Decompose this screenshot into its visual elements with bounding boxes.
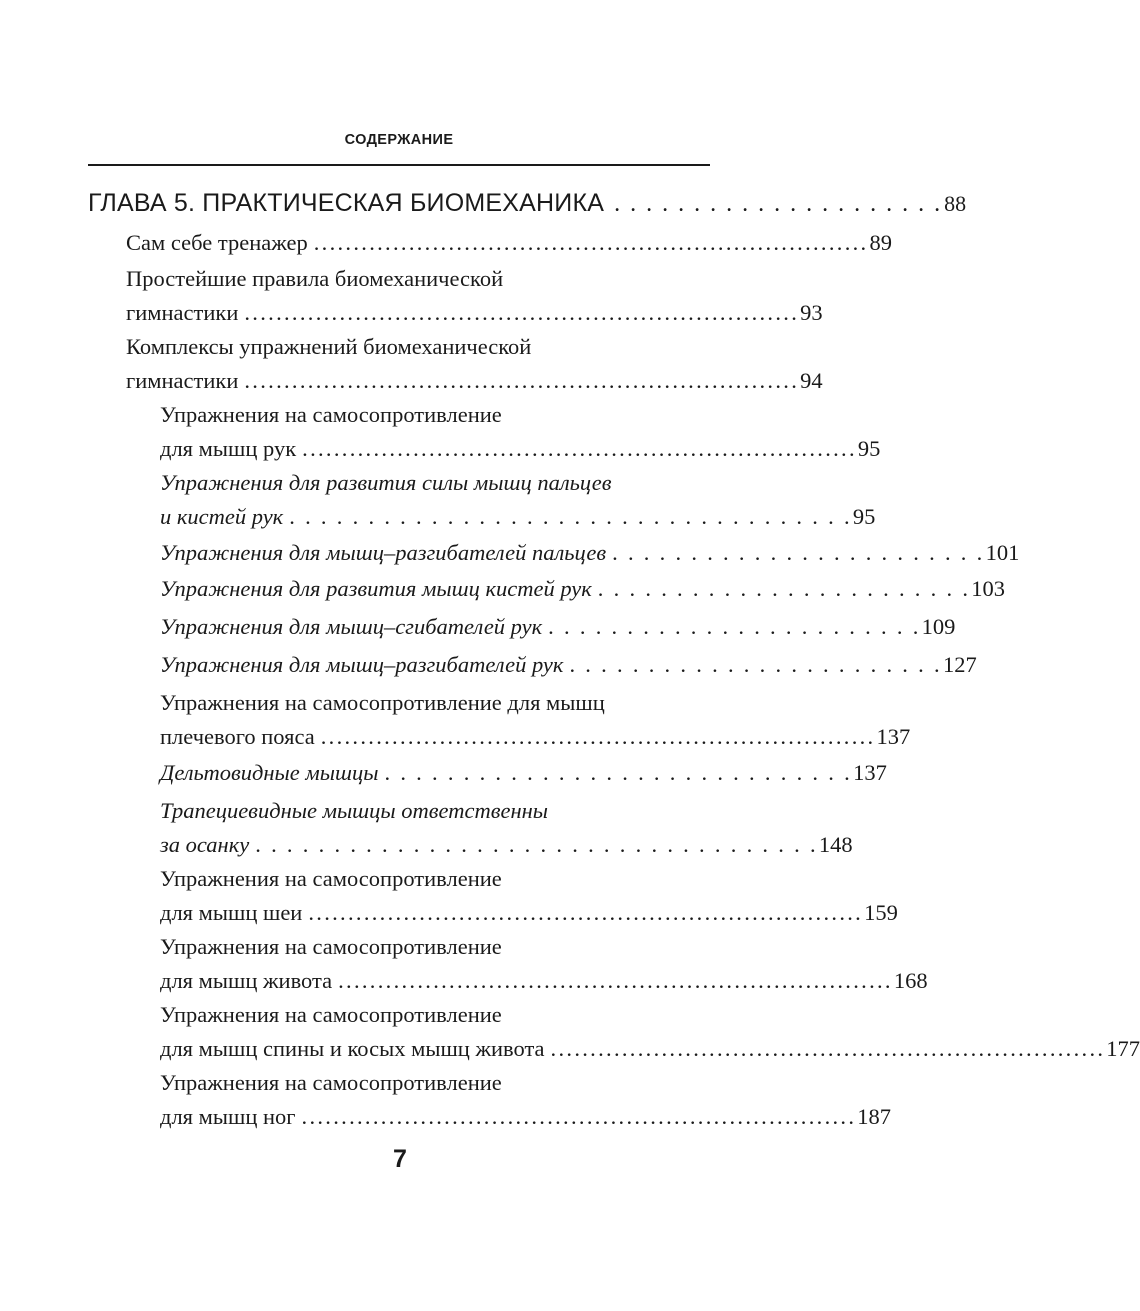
entry-title: Упражнения на самосопротивление <box>160 1002 502 1027</box>
dot-leader: ...................................................................... <box>302 436 857 461</box>
toc-entry <box>160 398 881 466</box>
entry-last-line <box>160 1032 1140 1066</box>
entry-title: Упражнения для мышц–разгибателей рук <box>160 652 564 677</box>
entry-title: Упражнения на самосопротивление <box>160 866 502 891</box>
toc-entry <box>160 862 898 930</box>
toc-entry <box>126 330 823 398</box>
entry-last-line <box>160 756 887 790</box>
entry-last-line <box>126 364 823 398</box>
entry-page: 148 <box>818 832 853 857</box>
entry-last-line <box>160 1100 892 1134</box>
entry-title: Упражнения для развития силы мышц пальцев <box>160 470 612 495</box>
page-number: 7 <box>393 1145 407 1173</box>
entry-last-line <box>160 828 853 862</box>
toc-header: СОДЕРЖАНИЕ <box>344 132 454 148</box>
toc-entry <box>126 262 823 330</box>
entry-last-line <box>160 720 911 754</box>
dot-leader: ...................................................................... <box>244 368 800 393</box>
toc-entry <box>160 686 911 754</box>
entry-page: 137 <box>853 760 887 785</box>
dot-leader: ...................................................................... <box>301 1104 857 1129</box>
entry-page: 168 <box>893 968 928 993</box>
toc-entry <box>160 1066 892 1134</box>
entry-last-line <box>160 648 977 682</box>
entry-page: 109 <box>921 614 956 639</box>
entry-last-line <box>160 572 1006 606</box>
toc-entry <box>160 466 876 534</box>
entry-title: Дельтовидные мышцы <box>160 760 379 785</box>
dot-leader: . . . . . . . . . . . . . . . . . . . . . . . . <box>612 540 985 565</box>
entry-last-line <box>160 536 1020 570</box>
entry-title: Сам себе тренажер <box>126 230 308 255</box>
entry-title-continued: для мышц шеи <box>160 900 303 925</box>
entry-page: 159 <box>864 900 898 925</box>
entry-title: Упражнения для мышц–сгибателей рук <box>160 614 543 639</box>
entry-last-line <box>160 432 881 466</box>
entry-title-continued: гимнастики <box>126 368 239 393</box>
entry-title: Простейшие правила биомеханической <box>126 266 504 291</box>
entry-title-continued: плечевого пояса <box>160 724 315 749</box>
entry-page: 94 <box>800 368 823 393</box>
entry-title-continued: для мышц рук <box>160 436 297 461</box>
entry-page: 93 <box>800 300 823 325</box>
toc-entry <box>160 572 1006 606</box>
entry-last-line <box>126 226 892 260</box>
dot-leader: . . . . . . . . . . . . . . . . . . . . . . . . . . . . . . . . . . . . <box>255 832 818 857</box>
entry-page: 177 <box>1106 1036 1140 1061</box>
entry-title-continued: гимнастики <box>126 300 239 325</box>
dot-leader: . . . . . . . . . . . . . . . . . . . . . . . . <box>548 614 921 639</box>
entry-title: Комплексы упражнений биомеханической <box>126 334 532 359</box>
dot-leader: ...................................................................... <box>338 968 893 993</box>
dot-leader: . . . . . . . . . . . . . . . . . . . . . . . . <box>597 576 971 601</box>
entry-page: 89 <box>869 230 892 255</box>
entry-page: 103 <box>971 576 1006 601</box>
dot-leader: . . . . . . . . . . . . . . . . . . . . . . . . . . . . . . . . . . . . <box>289 504 852 529</box>
toc-entry <box>126 226 892 260</box>
chapter-entry <box>88 186 967 221</box>
toc-entry <box>160 998 1140 1066</box>
dot-leader: ...................................................................... <box>320 724 876 749</box>
entry-title: Упражнения для развития мышц кистей рук <box>160 576 592 601</box>
entry-title-continued: и кистей рук <box>160 504 284 529</box>
entry-last-line <box>160 964 928 998</box>
entry-title-continued: для мышц ног <box>160 1104 296 1129</box>
entry-page: 127 <box>942 652 977 677</box>
entry-page: 95 <box>857 436 881 461</box>
entry-page: 95 <box>852 504 876 529</box>
entry-title: Упражнения для мышц–разгибателей пальцев <box>160 540 607 565</box>
dot-leader: ...................................................................... <box>550 1036 1106 1061</box>
entry-page: 101 <box>985 540 1020 565</box>
dot-leader: ...................................................................... <box>244 300 800 325</box>
chapter-title: ГЛАВА 5. ПРАКТИЧЕСКАЯ БИОМЕХАНИКА <box>88 189 605 217</box>
dot-leader: ...................................................................... <box>313 230 869 255</box>
dot-leader: . . . . . . . . . . . . . . . . . . . . . . . . . . . . . . <box>384 760 853 785</box>
entry-last-line <box>126 296 823 330</box>
chapter-page: 88 <box>944 191 967 216</box>
toc-entry <box>160 930 928 998</box>
toc-entry <box>160 794 853 862</box>
entry-title-continued: за осанку <box>160 832 250 857</box>
toc-entry <box>160 610 956 644</box>
toc-entry <box>160 648 977 682</box>
entry-title-continued: для мышц спины и косых мышц живота <box>160 1036 545 1061</box>
entry-page: 187 <box>857 1104 892 1129</box>
toc-entry <box>160 536 1020 570</box>
entry-title: Упражнения на самосопротивление <box>160 402 502 427</box>
entry-title: Упражнения на самосопротивление для мышц <box>160 690 605 715</box>
dot-leader: . . . . . . . . . . . . . . . . . . . . . <box>614 191 943 217</box>
dot-leader: . . . . . . . . . . . . . . . . . . . . . . . . <box>569 652 942 677</box>
header-rule <box>88 164 710 166</box>
entry-title: Упражнения на самосопротивление <box>160 934 502 959</box>
entry-title: Упражнения на самосопротивление <box>160 1070 502 1095</box>
entry-page: 137 <box>876 724 911 749</box>
dot-leader: ...................................................................... <box>308 900 864 925</box>
entry-last-line <box>160 500 876 534</box>
entry-title: Трапециевидные мышцы ответственны <box>160 798 549 823</box>
entry-last-line <box>160 896 898 930</box>
entry-title-continued: для мышц живота <box>160 968 333 993</box>
entry-last-line <box>160 610 956 644</box>
toc-entry <box>160 756 887 790</box>
